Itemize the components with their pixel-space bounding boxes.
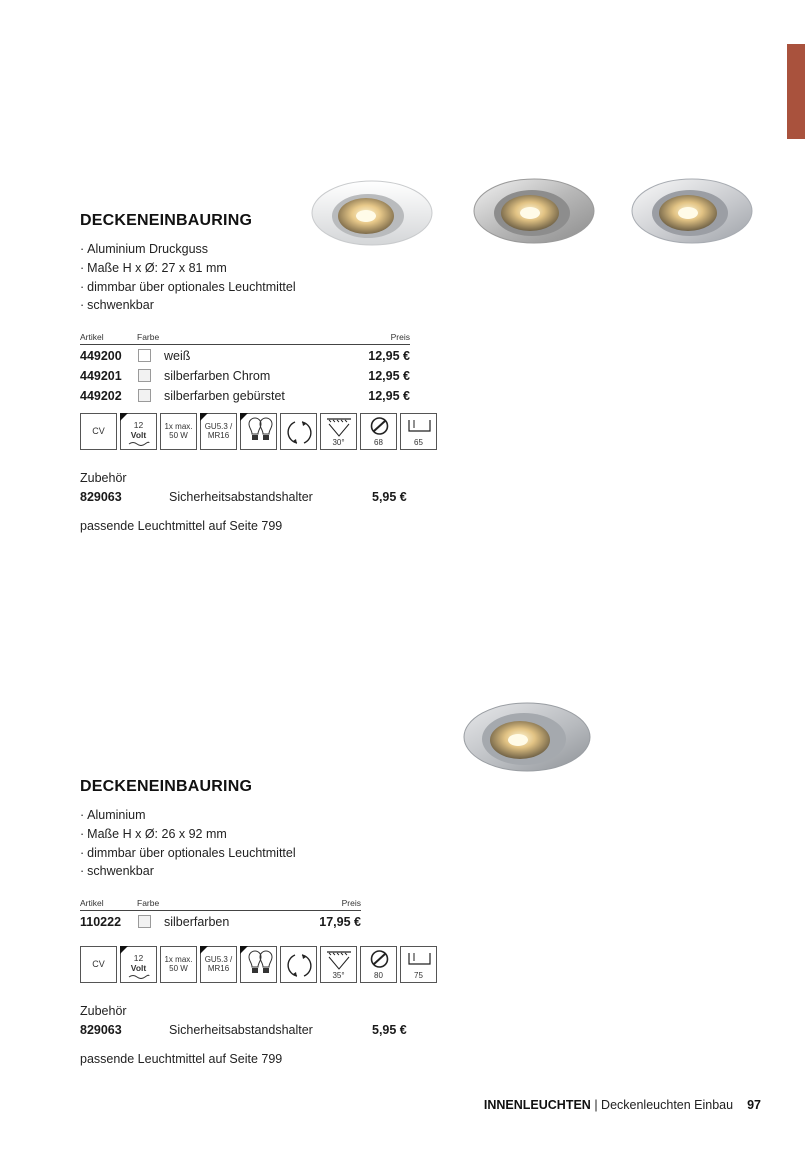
- feature-list: [80, 240, 410, 315]
- article-number: 449202: [80, 389, 122, 404]
- price: 12,95 €: [368, 349, 410, 364]
- accessory-article-number: 829063: [80, 1023, 122, 1038]
- accessory-label: Zubehör: [80, 471, 127, 486]
- price: 17,95 €: [319, 915, 361, 930]
- footer-separator: |: [590, 1098, 602, 1112]
- product-image-chrome-ring: [472, 176, 596, 248]
- cutout-icon: [360, 413, 397, 450]
- page-footer: [484, 1098, 761, 1112]
- accessory-row: [80, 487, 410, 507]
- feature-item: · Aluminium: [80, 806, 420, 825]
- article-number: 449201: [80, 369, 122, 384]
- accessory-price: 5,95 €: [372, 490, 407, 505]
- product-image-brushed-ring: [630, 176, 754, 248]
- feature-list: [80, 806, 420, 881]
- cv-label: CV: [92, 426, 105, 437]
- footer-category: INNENLEUCHTEN: [483, 1098, 591, 1112]
- header-preis: Preis: [390, 332, 410, 343]
- feature-item: · schwenkbar: [80, 862, 420, 881]
- article-table: [80, 331, 410, 405]
- volt-unit: Volt: [130, 963, 147, 974]
- color-swatch: [138, 915, 151, 928]
- header-artikel: Artikel: [80, 898, 104, 909]
- feature-item: · dimmbar über optionales Leuchtmittel: [80, 844, 420, 863]
- accessory-row: [80, 1020, 420, 1040]
- color-swatch: [138, 369, 151, 382]
- socket-icon: [200, 946, 237, 983]
- cutout-value: 80: [374, 971, 383, 981]
- cv-icon: [80, 946, 117, 983]
- socket-line-1: GU5.3 /: [204, 955, 233, 965]
- color-swatch: [138, 349, 151, 362]
- feature-item: · dimmbar über optionales Leuchtmittel: [80, 278, 410, 297]
- power-line-2: 50 W: [169, 431, 188, 441]
- volt-icon: [120, 413, 157, 450]
- volt-unit: Volt: [130, 430, 147, 441]
- dimmable-bulb-icon: [240, 413, 277, 450]
- socket-line-2: MR16: [207, 964, 230, 974]
- cv-icon: [80, 413, 117, 450]
- feature-item: · Maße H x Ø: 27 x 81 mm: [80, 259, 410, 278]
- header-farbe: Farbe: [137, 332, 160, 343]
- bulb-reference-note: passende Leuchtmittel auf Seite 799: [80, 1052, 283, 1067]
- beam-angle-value: 35°: [332, 971, 345, 981]
- socket-icon: [200, 413, 237, 450]
- socket-line-2: MR16: [207, 431, 230, 441]
- price: 12,95 €: [368, 389, 410, 404]
- accessory-name: Sicherheitsabstandshalter: [169, 490, 313, 505]
- table-header: [80, 897, 361, 911]
- price: 12,95 €: [368, 369, 410, 384]
- article-number: 449200: [80, 349, 122, 364]
- color-name: silberfarben gebürstet: [164, 389, 285, 404]
- beam-angle-value: 30°: [332, 438, 345, 448]
- table-row: [80, 911, 361, 931]
- socket-line-1: GU5.3 /: [204, 422, 233, 432]
- accessory-label: Zubehör: [80, 1004, 127, 1019]
- volt-icon: [120, 946, 157, 983]
- product-title: DECKENEINBAURING: [80, 212, 253, 229]
- depth-value: 65: [414, 438, 423, 448]
- product-image-silver-ring: [462, 700, 592, 776]
- table-row: [80, 345, 410, 365]
- depth-icon: [400, 413, 437, 450]
- color-name: silberfarben: [164, 915, 230, 930]
- footer-subcategory: Deckenleuchten Einbau: [601, 1098, 734, 1112]
- feature-item: · Maße H x Ø: 26 x 92 mm: [80, 825, 420, 844]
- depth-value: 75: [414, 971, 423, 981]
- table-header: [80, 331, 410, 345]
- power-icon: [160, 946, 197, 983]
- spec-icon-row: [80, 946, 423, 983]
- cutout-value: 68: [374, 438, 383, 448]
- product-section-1: [80, 212, 423, 534]
- volt-value: 12: [133, 420, 144, 431]
- color-name: weiß: [164, 349, 191, 364]
- volt-value: 12: [133, 953, 144, 964]
- feature-item: · schwenkbar: [80, 296, 410, 315]
- cv-label: CV: [92, 959, 105, 970]
- spec-icon-row: [80, 413, 423, 450]
- power-line-1: 1x max.: [164, 955, 193, 965]
- accessory-price: 5,95 €: [372, 1023, 407, 1038]
- header-farbe: Farbe: [137, 898, 160, 909]
- bulb-reference-note: passende Leuchtmittel auf Seite 799: [80, 519, 283, 534]
- article-number: 110222: [80, 915, 122, 930]
- feature-item: · Aluminium Druckguss: [80, 240, 410, 259]
- beam-angle-icon: [320, 413, 357, 450]
- chapter-tab-marker: [787, 44, 805, 139]
- depth-icon: [400, 946, 437, 983]
- swivel-icon: [280, 413, 317, 450]
- swivel-icon: [280, 946, 317, 983]
- cutout-icon: [360, 946, 397, 983]
- page-number: 97: [747, 1098, 761, 1112]
- header-artikel: Artikel: [80, 332, 104, 343]
- header-preis: Preis: [341, 898, 361, 909]
- beam-angle-icon: [320, 946, 357, 983]
- table-row: [80, 385, 410, 405]
- accessory-name: Sicherheitsabstandshalter: [169, 1023, 313, 1038]
- article-table: [80, 897, 361, 931]
- accessory-article-number: 829063: [80, 490, 122, 505]
- table-row: [80, 365, 410, 385]
- product-section-2: [80, 778, 423, 1067]
- product-title: DECKENEINBAURING: [80, 778, 253, 795]
- power-icon: [160, 413, 197, 450]
- power-line-2: 50 W: [169, 964, 188, 974]
- dimmable-bulb-icon: [240, 946, 277, 983]
- power-line-1: 1x max.: [164, 422, 193, 432]
- color-swatch: [138, 389, 151, 402]
- color-name: silberfarben Chrom: [164, 369, 271, 384]
